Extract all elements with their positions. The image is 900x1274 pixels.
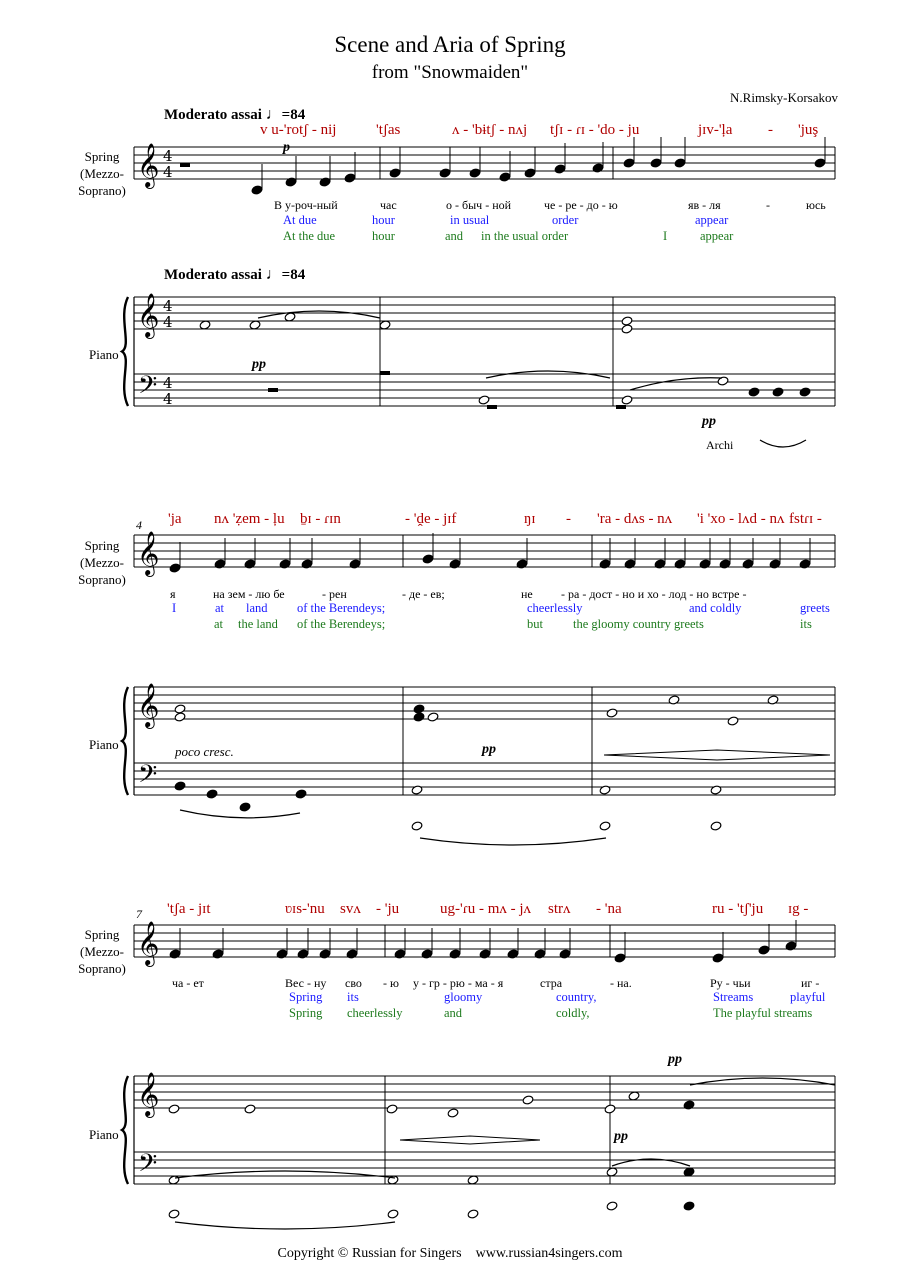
note-head — [606, 708, 618, 718]
english-line2: appear — [700, 229, 734, 243]
hairpin — [400, 1136, 540, 1144]
english-line2: I — [663, 229, 668, 243]
treble-clef: 𝄞 — [137, 293, 160, 337]
note-head — [449, 559, 461, 569]
bass-clef: 𝄢 — [138, 760, 158, 795]
note-head — [469, 168, 481, 178]
tie-slur — [175, 1171, 395, 1178]
note-head — [516, 559, 528, 569]
translit-syllable: 'ra - dʌs - nʌ — [597, 511, 673, 527]
note-head — [467, 1209, 479, 1219]
treble-clef: 𝄞 — [137, 143, 160, 187]
note-head — [554, 164, 566, 174]
russian-lyric: иг - — [801, 976, 820, 990]
bar-number: 4 — [136, 518, 142, 532]
note-head — [301, 559, 313, 569]
note-head — [624, 559, 636, 569]
translit-syllable: tʃɪ - ɾɪ - 'do - ju — [550, 122, 640, 138]
translit-syllable: - 'na — [596, 901, 622, 917]
note-head — [710, 785, 722, 795]
dynamic-pp: pp — [668, 1052, 682, 1067]
note-head — [413, 712, 425, 722]
english-line1: at — [215, 601, 225, 615]
translit-syllable: 'tʃas — [376, 122, 401, 138]
dynamic-p: p — [283, 140, 290, 155]
note-head — [522, 1095, 534, 1105]
note-head — [285, 177, 297, 187]
note-head — [174, 781, 186, 791]
english-line1: Streams — [713, 990, 754, 1004]
english-line2: The playful streams — [713, 1006, 813, 1020]
score-title: Scene and Aria of Spring — [334, 32, 566, 57]
english-line1: land — [246, 601, 268, 615]
russian-lyric: - — [766, 198, 770, 212]
note-head — [742, 559, 754, 569]
note-head — [748, 387, 760, 397]
treble-clef: 𝄞 — [137, 1072, 160, 1116]
bass-clef: 𝄢 — [138, 1149, 158, 1184]
note-head — [449, 949, 461, 959]
russian-lyric: я — [170, 587, 176, 601]
piano-label: Piano — [89, 347, 119, 362]
english-line2: coldly, — [556, 1006, 590, 1020]
whole-rest — [268, 388, 278, 392]
english-line2: Spring — [289, 1006, 323, 1020]
english-line2: the gloomy country greets — [573, 617, 704, 631]
english-line2: its — [800, 617, 812, 631]
note-head — [421, 949, 433, 959]
russian-lyric: В у-роч-ный — [274, 198, 338, 212]
note-head — [758, 945, 770, 955]
translit-syllable: ug-'ɾu - mʌ - jʌ — [440, 901, 532, 917]
whole-rest — [616, 405, 626, 409]
note-head — [772, 387, 784, 397]
tie-slur — [420, 838, 606, 845]
russian-lyric: че - ре - до - ю — [544, 198, 618, 212]
english-line1: of the Berendeys; — [297, 601, 386, 615]
russian-lyric: - рен — [322, 587, 347, 601]
treble-clef: 𝄞 — [137, 683, 160, 727]
russian-lyric: на зем - лю бе — [213, 587, 285, 601]
note-head — [699, 559, 711, 569]
note-head — [239, 802, 251, 812]
time-signature: 4 — [163, 163, 173, 181]
translit-syllable: ɪg - — [788, 901, 809, 917]
translit-syllable: ʋɪs-'nu — [285, 901, 325, 917]
russian-lyric: Ру - чьи — [710, 976, 751, 990]
translit-syllable: ru - 'tʃ'ju — [712, 901, 764, 917]
poco-cresc-marking: poco cresc. — [175, 744, 234, 759]
note-head — [168, 1209, 180, 1219]
note-head — [710, 821, 722, 831]
note-head — [592, 163, 604, 173]
note-head — [411, 785, 423, 795]
voice-label: Spring (Mezzo- Soprano) — [78, 149, 126, 198]
note-head — [206, 789, 218, 799]
dynamic-pp: pp — [252, 357, 266, 372]
note-head — [279, 559, 291, 569]
piano-label: Piano — [89, 737, 119, 752]
note-head — [683, 1201, 695, 1211]
note-head — [389, 168, 401, 178]
bass-clef: 𝄢 — [138, 371, 158, 406]
time-signature: 4 — [163, 147, 173, 165]
time-signature: 4 — [163, 374, 173, 392]
note-head — [769, 559, 781, 569]
treble-clef: 𝄞 — [137, 921, 160, 965]
note-head — [674, 158, 686, 168]
tempo-marking-piano: Moderato assai ♩=84 — [164, 266, 306, 283]
note-head — [674, 559, 686, 569]
note-head — [621, 395, 633, 405]
time-signature: 4 — [163, 313, 173, 331]
note-head — [169, 563, 181, 573]
note-head — [439, 168, 451, 178]
note-head — [244, 559, 256, 569]
score-subtitle: from "Snowmaiden" — [371, 62, 529, 83]
note-head — [251, 185, 263, 195]
note-head — [614, 953, 626, 963]
russian-lyric: час — [380, 198, 397, 212]
note-head — [422, 554, 434, 564]
translit-syllable: - — [768, 122, 773, 138]
whole-rest — [487, 405, 497, 409]
translit-syllable: 'juş — [798, 122, 819, 138]
copyright-footer: Copyright © Russian for Singers www.russian4singers.com — [277, 1246, 623, 1261]
piano-label: Piano — [89, 1127, 119, 1142]
note-head — [814, 158, 826, 168]
russian-lyric: о - быч - ной — [446, 198, 512, 212]
note-head — [427, 712, 439, 722]
note-head — [599, 559, 611, 569]
english-line2: and — [444, 1006, 463, 1020]
note-head — [276, 949, 288, 959]
russian-lyric: - де - ев; — [402, 587, 445, 601]
note-head — [394, 949, 406, 959]
note-head — [719, 559, 731, 569]
note-head — [712, 953, 724, 963]
note-head — [174, 704, 186, 714]
translit-syllable: ḇɪ - ɾɪn — [300, 511, 341, 527]
english-line2: At the due — [283, 229, 336, 243]
note-head — [297, 949, 309, 959]
translit-syllable: 'ja — [168, 511, 182, 527]
english-line1: its — [347, 990, 359, 1004]
english-line2: the land — [238, 617, 278, 631]
russian-lyric: - на. — [610, 976, 632, 990]
piano-brace — [122, 687, 128, 795]
piano-brace — [122, 1076, 128, 1184]
bar-number: 7 — [136, 907, 142, 921]
note-head — [214, 559, 226, 569]
english-line2: cheerlessly — [347, 1006, 403, 1020]
english-line1: playful — [790, 990, 826, 1004]
note-head — [507, 949, 519, 959]
note-head — [621, 324, 633, 334]
note-head — [478, 395, 490, 405]
voice-label: Spring (Mezzo- Soprano) — [78, 927, 126, 976]
english-line2: and — [445, 229, 464, 243]
note-head — [319, 177, 331, 187]
tempo-marking-voice: Moderato assai ♩=84 — [164, 106, 306, 123]
note-head — [346, 949, 358, 959]
note-head — [599, 821, 611, 831]
english-line2: of the Berendeys; — [297, 617, 386, 631]
translit-syllable: ŋɪ — [524, 511, 536, 527]
note-head — [799, 387, 811, 397]
treble-clef: 𝄞 — [137, 531, 160, 575]
note-head — [387, 1209, 399, 1219]
note-head — [524, 168, 536, 178]
english-line2: hour — [372, 229, 395, 243]
note-head — [650, 158, 662, 168]
time-signature: 4 — [163, 297, 173, 315]
english-line1: At due — [283, 213, 317, 227]
english-line1: appear — [695, 213, 729, 227]
english-line1: country, — [556, 990, 597, 1004]
translit-syllable: v u-'rotʃ - nij — [260, 122, 337, 138]
english-line1: order — [552, 213, 579, 227]
note-head — [447, 1108, 459, 1118]
note-head — [621, 316, 633, 326]
note-head — [168, 1104, 180, 1114]
half-rest — [380, 371, 390, 375]
tie-slur — [175, 1222, 395, 1229]
composer-name: N.Rimsky-Korsakov — [730, 90, 838, 105]
note-head — [606, 1201, 618, 1211]
russian-lyric: - ра - дост - но и хо - лод - но встре - — [561, 587, 747, 601]
english-line1: greets — [800, 601, 830, 615]
translit-syllable: - 'ḓe - jɪf — [405, 511, 457, 527]
note-head — [479, 949, 491, 959]
tie-slur — [760, 440, 806, 447]
russian-lyric: стра — [540, 976, 563, 990]
translit-syllable: jɪv-'ļa — [698, 122, 733, 138]
translit-syllable: svʌ — [340, 901, 361, 917]
note-head — [169, 949, 181, 959]
english-line2: in the usual order — [481, 229, 569, 243]
note-head — [623, 158, 635, 168]
note-head — [683, 1100, 695, 1110]
voice-label: Spring (Mezzo- Soprano) — [78, 538, 126, 587]
dynamic-pp: pp — [482, 742, 496, 757]
english-line2: but — [527, 617, 543, 631]
note-head — [654, 559, 666, 569]
note-head — [785, 941, 797, 951]
archi-marking: Archi — [706, 438, 734, 452]
note-head — [727, 716, 739, 726]
note-head — [499, 172, 511, 182]
note-head — [411, 821, 423, 831]
translit-syllable: nʌ 'ẓem - ļu — [214, 511, 285, 527]
english-line2: at — [214, 617, 224, 631]
dynamic-pp: pp — [614, 1129, 628, 1144]
note-head — [559, 949, 571, 959]
english-line1: Spring — [289, 990, 323, 1004]
note-head — [295, 789, 307, 799]
hairpin — [604, 750, 830, 760]
translit-syllable: - 'ju — [376, 901, 400, 917]
note-head — [174, 712, 186, 722]
piano-brace — [122, 297, 128, 406]
whole-rest — [180, 163, 190, 167]
russian-lyric: Вес - ну — [285, 976, 327, 990]
russian-lyric: сво — [345, 976, 362, 990]
note-head — [212, 949, 224, 959]
translit-syllable: 'tʃa - jɪt — [167, 901, 211, 917]
translit-syllable: ʌ - 'bɨtʃ - nʌj — [452, 122, 528, 138]
tie-slur — [630, 378, 722, 390]
note-head — [413, 704, 425, 714]
note-head — [319, 949, 331, 959]
note-head — [599, 785, 611, 795]
english-line1: hour — [372, 213, 395, 227]
translit-syllable: 'i 'xo - lʌd - nʌ — [697, 511, 785, 527]
tie-slur — [180, 810, 300, 818]
note-head — [349, 559, 361, 569]
english-line1: in usual — [450, 213, 490, 227]
russian-lyric: юсь — [806, 198, 826, 212]
english-line1: and coldly — [689, 601, 742, 615]
dynamic-pp: pp — [702, 414, 716, 429]
note-head — [244, 1104, 256, 1114]
tie-slur — [258, 311, 380, 318]
note-head — [534, 949, 546, 959]
russian-lyric: у - гр - рю - ма - я — [413, 976, 504, 990]
note-head — [604, 1104, 616, 1114]
note-head — [767, 695, 779, 705]
note-head — [668, 695, 680, 705]
english-line1: gloomy — [444, 990, 483, 1004]
english-line1: cheerlessly — [527, 601, 583, 615]
russian-lyric: ча - ет — [172, 976, 204, 990]
translit-syllable: strʌ — [548, 901, 571, 917]
russian-lyric: не — [521, 587, 533, 601]
translit-syllable: fstɾɪ - — [789, 511, 822, 527]
english-line1: I — [172, 601, 177, 615]
note-head — [386, 1104, 398, 1114]
translit-syllable: - — [566, 511, 571, 527]
russian-lyric: - ю — [383, 976, 399, 990]
time-signature: 4 — [163, 390, 173, 408]
russian-lyric: яв - ля — [688, 198, 721, 212]
note-head — [799, 559, 811, 569]
note-head — [344, 173, 356, 183]
